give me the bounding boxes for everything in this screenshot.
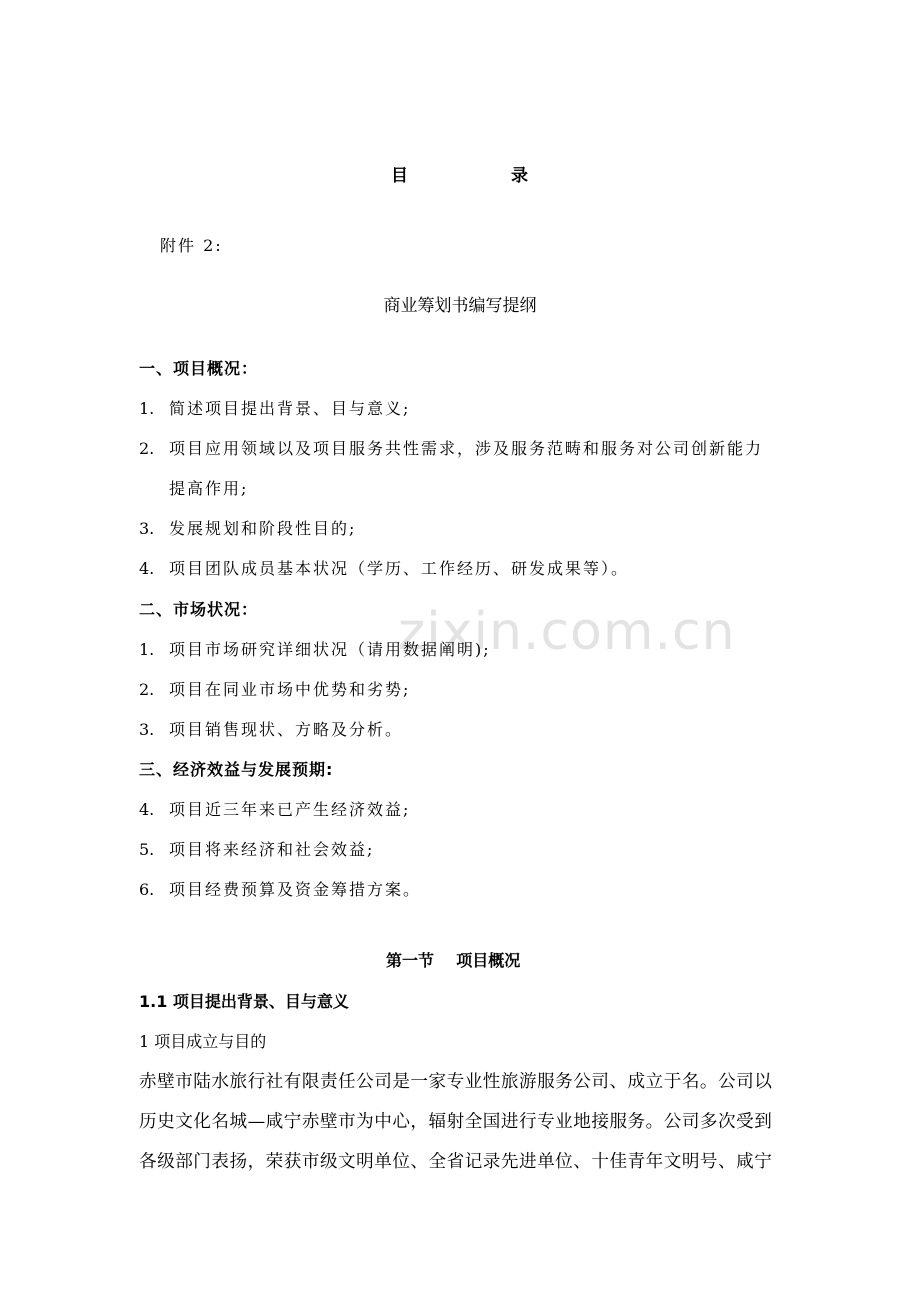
item-number: 3. (139, 720, 155, 739)
item-text: 发展规划和阶段性目的; (169, 519, 357, 538)
attachment-label: 附件 2: (160, 236, 223, 255)
section-title: 第一节 项目概况 (386, 951, 521, 970)
item-number: 1. (139, 399, 155, 418)
item-text: 项目在同业市场中优势和劣势; (169, 680, 411, 699)
paragraph-line: 历史文化名城—咸宁赤壁市为中心，辐射全国进行专业地接服务。公司多次受到 (139, 1112, 773, 1132)
item-text-continuation: 提高作用; (169, 479, 249, 498)
list-item (139, 556, 629, 579)
item-number: 2. (139, 439, 155, 458)
toc-title-char-2: 录 (511, 166, 528, 186)
item-text: 项目将来经济和社会效益; (169, 840, 375, 859)
list-item (139, 396, 410, 419)
item-text: 项目近三年来已产生经济效益; (169, 800, 411, 819)
watermark: zixin.com.cn (398, 602, 736, 662)
list-item (139, 637, 491, 660)
list-item (139, 837, 374, 860)
item-number: 4. (139, 800, 155, 819)
list-item (139, 436, 763, 459)
toc-title-char-1: 目 (391, 166, 408, 186)
section-heading-market: 二、市场状况： (139, 600, 259, 619)
list-item (139, 516, 356, 539)
item-text: 简述项目提出背景、目与意义; (169, 399, 411, 418)
item-number: 2. (139, 680, 155, 699)
item-number: 5. (139, 840, 155, 859)
item-text: 项目应用领域以及项目服务共性需求，涉及服务范畴和服务对公司创新能力 (169, 439, 764, 458)
item-number: 4. (139, 559, 155, 578)
item-number: 6. (139, 880, 155, 899)
item-number: 3. (139, 519, 155, 538)
paragraph-line: 赤壁市陆水旅行社有限责任公司是一家专业性旅游服务公司、成立于名。公司以 (139, 1072, 773, 1092)
section-heading-economics: 三、经济效益与发展预期: (139, 760, 334, 779)
subsubsection-heading: 1 项目成立与目的 (139, 1032, 267, 1051)
list-item (139, 877, 421, 900)
item-number: 1. (139, 640, 155, 659)
item-text: 项目销售现状、方略及分析。 (169, 720, 404, 739)
subsection-heading: 1.1 项目提出背景、目与意义 (139, 992, 349, 1011)
item-text: 项目经费预算及资金筹措方案。 (169, 880, 422, 899)
item-text: 项目市场研究详细状况（请用数据阐明); (169, 640, 491, 659)
section-heading-overview: 一、项目概况： (139, 359, 259, 378)
paragraph-line: 各级部门表扬，荣获市级文明单位、全省记录先进单位、十佳青年文明号、咸宁 (139, 1152, 773, 1172)
list-item (139, 797, 410, 820)
list-item (139, 677, 410, 700)
item-text: 项目团队成员基本状况（学历、工作经历、研发成果等）。 (169, 559, 630, 578)
outline-title: 商业筹划书编写提纲 (383, 296, 537, 316)
list-item (139, 717, 403, 740)
